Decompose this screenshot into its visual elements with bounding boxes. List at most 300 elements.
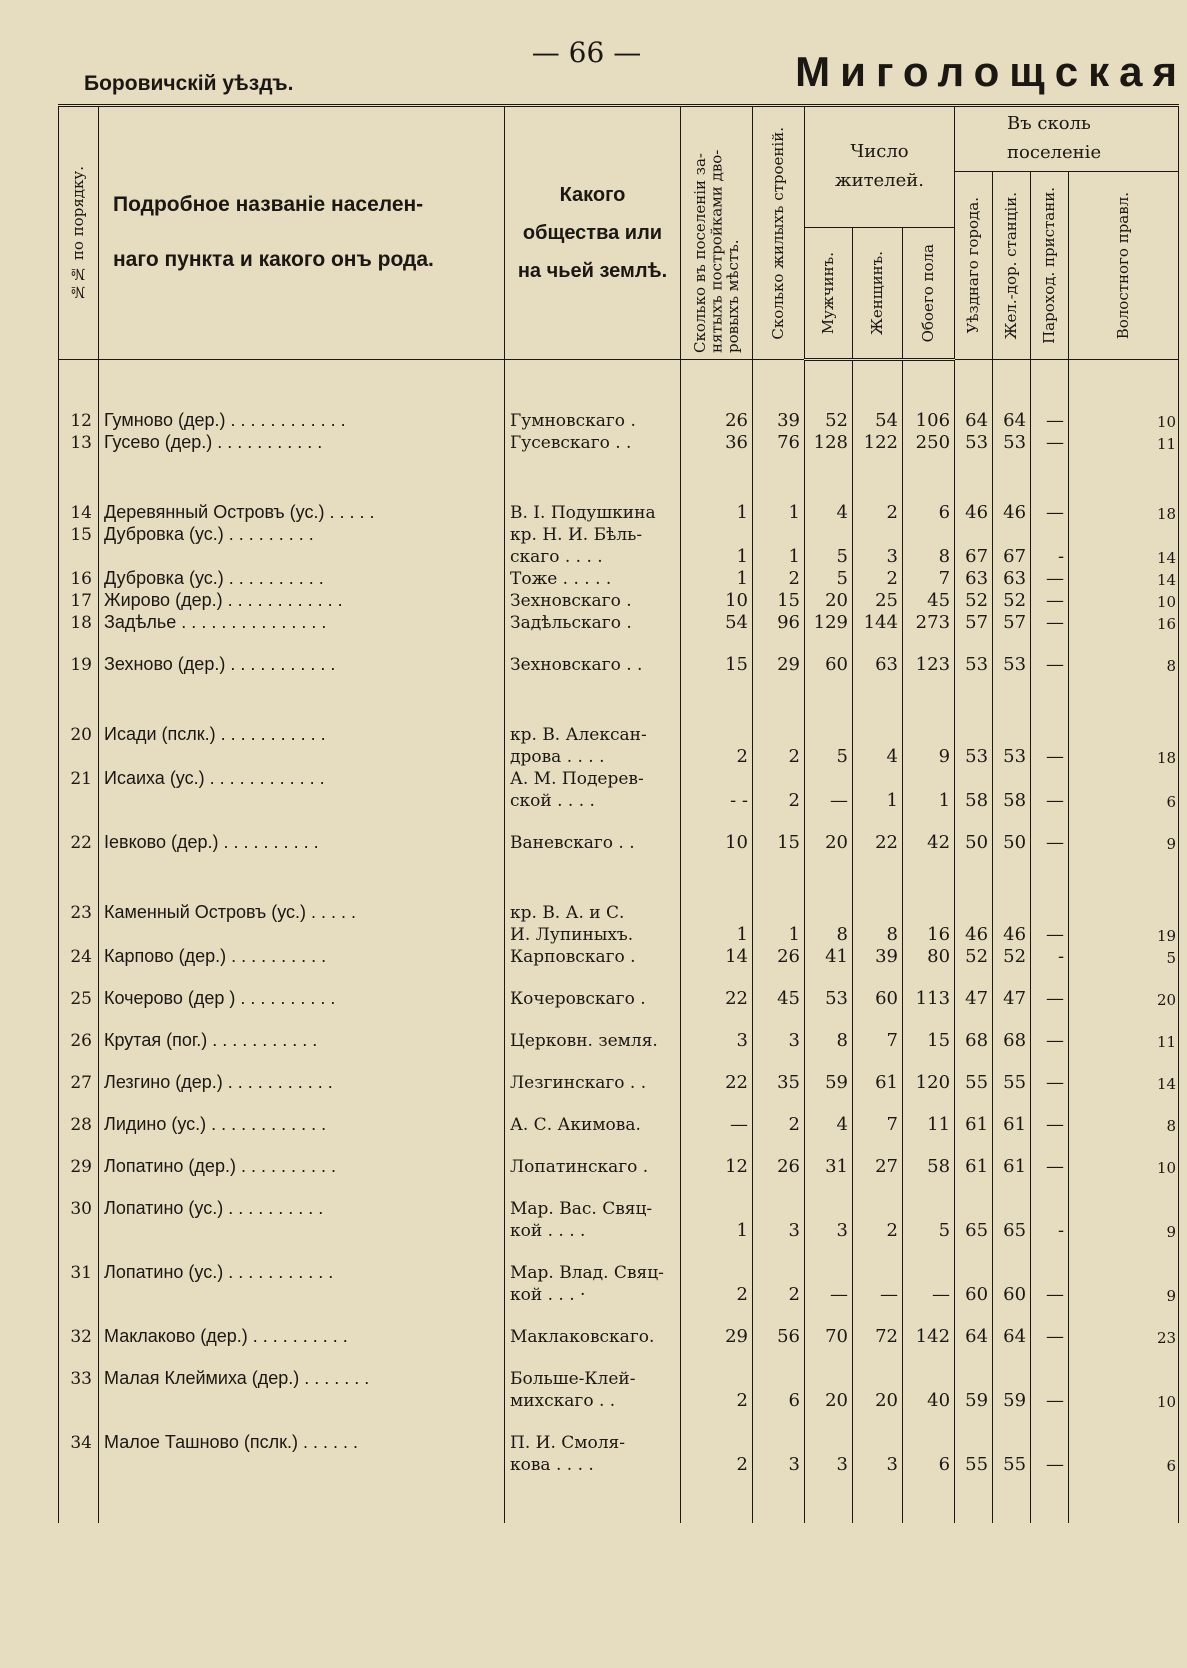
cell-name: Каменный Островъ (ус.) . . . . . [99, 901, 505, 923]
cell-bld [753, 723, 805, 745]
cell-women: 27 [853, 1155, 903, 1177]
cell-pier: — [1031, 789, 1069, 811]
cell-vol: 10 [1069, 1389, 1179, 1411]
cell-men: 20 [805, 589, 853, 611]
spacer-row [59, 1475, 1179, 1523]
cell-rail: 58 [993, 789, 1031, 811]
cell-women [853, 767, 903, 789]
table-row [59, 431, 1179, 453]
cell-vol: 23 [1069, 1325, 1179, 1347]
cell-vol [1069, 767, 1179, 789]
cell-both: 11 [903, 1113, 955, 1135]
cell-both: 273 [903, 611, 955, 633]
table-row [59, 1219, 1179, 1241]
table-row [59, 1113, 1179, 1135]
cell-plots: 1 [681, 923, 753, 945]
page-number: — 66 — [531, 36, 642, 69]
cell-town: 52 [955, 945, 993, 967]
cell-pier: — [1031, 589, 1069, 611]
cell-pier: — [1031, 1113, 1069, 1135]
cell-men [805, 1261, 853, 1283]
cell-pier: — [1031, 567, 1069, 589]
cell-no [59, 789, 99, 811]
cell-men [805, 523, 853, 545]
cell-plots [681, 1197, 753, 1219]
cell-plots: - - [681, 789, 753, 811]
cell-no: 17 [59, 589, 99, 611]
cell-name: Задѣлье . . . . . . . . . . . . . . . [99, 611, 505, 633]
cell-name: Крутая (пог.) . . . . . . . . . . . [99, 1029, 505, 1051]
cell-town: 55 [955, 1071, 993, 1093]
table-row [59, 1029, 1179, 1051]
cell-pier: — [1031, 409, 1069, 431]
spacer-row [59, 453, 1179, 501]
col-both-header: Обоего пола [903, 228, 955, 360]
cell-both [903, 901, 955, 923]
cell-vol [1069, 1431, 1179, 1453]
cell-name: Деревянный Островъ (ус.) . . . . . [99, 501, 505, 523]
cell-no: 20 [59, 723, 99, 745]
spacer-row [59, 853, 1179, 901]
cell-vol: 14 [1069, 567, 1179, 589]
cell-both: 6 [903, 501, 955, 523]
cell-pier: — [1031, 611, 1069, 633]
cell-women: 1 [853, 789, 903, 811]
cell-no: 26 [59, 1029, 99, 1051]
cell-rail: 68 [993, 1029, 1031, 1051]
table-row [59, 901, 1179, 923]
cell-men: 70 [805, 1325, 853, 1347]
cell-men: 59 [805, 1071, 853, 1093]
cell-name [99, 1283, 505, 1305]
spacer-row [59, 967, 1179, 987]
cell-both [903, 767, 955, 789]
cell-plots: 2 [681, 1389, 753, 1411]
district-title: Боровичскій уѣздъ. [84, 72, 294, 95]
table-row [59, 945, 1179, 967]
cell-both: 120 [903, 1071, 955, 1093]
cell-no: 22 [59, 831, 99, 853]
cell-women: 54 [853, 409, 903, 431]
cell-women [853, 723, 903, 745]
cell-rail [993, 767, 1031, 789]
cell-bld: 1 [753, 501, 805, 523]
cell-name: Дубровка (ус.) . . . . . . . . . [99, 523, 505, 545]
cell-plots [681, 1431, 753, 1453]
cell-both: 9 [903, 745, 955, 767]
cell-name: Кочерово (дер ) . . . . . . . . . . [99, 987, 505, 1009]
cell-rail: 67 [993, 545, 1031, 567]
cell-women: 8 [853, 923, 903, 945]
cell-both: 7 [903, 567, 955, 589]
spacer-row [59, 1241, 1179, 1261]
cell-town: 68 [955, 1029, 993, 1051]
cell-name [99, 745, 505, 767]
cell-pier: — [1031, 1155, 1069, 1177]
cell-plots: 1 [681, 1219, 753, 1241]
cell-bld [753, 901, 805, 923]
col-rail-header: Жел.-дор. станціи. [993, 172, 1031, 360]
cell-owner: кой . . . · [505, 1283, 681, 1305]
distance-group-header: Въ сколь поселеніе [955, 106, 1179, 172]
spacer-row [59, 633, 1179, 653]
cell-plots [681, 523, 753, 545]
cell-plots [681, 901, 753, 923]
cell-owner: Карповскаго . [505, 945, 681, 967]
cell-town: 58 [955, 789, 993, 811]
cell-women [853, 1431, 903, 1453]
col-volost-header: Волостного правл. [1069, 172, 1179, 360]
cell-pier: — [1031, 923, 1069, 945]
cell-bld: 29 [753, 653, 805, 675]
cell-bld: 3 [753, 1219, 805, 1241]
cell-rail: 64 [993, 409, 1031, 431]
cell-plots: 22 [681, 1071, 753, 1093]
col-town-header: Уѣзднаго города. [955, 172, 993, 360]
cell-plots: 12 [681, 1155, 753, 1177]
cell-no: 12 [59, 409, 99, 431]
table-row [59, 987, 1179, 1009]
cell-plots: 10 [681, 831, 753, 853]
cell-town: 67 [955, 545, 993, 567]
cell-both: 123 [903, 653, 955, 675]
cell-rail: 47 [993, 987, 1031, 1009]
cell-pier: — [1031, 831, 1069, 853]
cell-men [805, 1431, 853, 1453]
cell-name: Лопатино (дер.) . . . . . . . . . . [99, 1155, 505, 1177]
table-row [59, 589, 1179, 611]
cell-name: Лопатино (ус.) . . . . . . . . . . [99, 1197, 505, 1219]
cell-plots: 54 [681, 611, 753, 633]
cell-owner: Маклаковскаго. [505, 1325, 681, 1347]
table-row [59, 789, 1179, 811]
cell-pier [1031, 1197, 1069, 1219]
cell-vol [1069, 1197, 1179, 1219]
cell-no [59, 1219, 99, 1241]
cell-pier: — [1031, 1071, 1069, 1093]
cell-men: 3 [805, 1219, 853, 1241]
cell-vol: 18 [1069, 745, 1179, 767]
col-men-header: Мужчинъ. [805, 228, 853, 360]
cell-women: 2 [853, 501, 903, 523]
cell-town: 53 [955, 653, 993, 675]
cell-pier: — [1031, 1453, 1069, 1475]
cell-both: 1 [903, 789, 955, 811]
cell-bld: 35 [753, 1071, 805, 1093]
cell-both: 250 [903, 431, 955, 453]
cell-rail: 60 [993, 1283, 1031, 1305]
cell-plots [681, 723, 753, 745]
cell-no: 32 [59, 1325, 99, 1347]
cell-women: — [853, 1283, 903, 1305]
cell-both [903, 523, 955, 545]
cell-bld: 15 [753, 589, 805, 611]
cell-women [853, 901, 903, 923]
table-row [59, 1389, 1179, 1411]
table-row [59, 831, 1179, 853]
cell-owner: В. І. Подушкина [505, 501, 681, 523]
cell-vol: 8 [1069, 1113, 1179, 1135]
table-row [59, 1071, 1179, 1093]
cell-both [903, 1367, 955, 1389]
cell-rail: 46 [993, 501, 1031, 523]
spacer-row [59, 811, 1179, 831]
cell-men: 5 [805, 745, 853, 767]
cell-women: 144 [853, 611, 903, 633]
cell-men [805, 723, 853, 745]
cell-plots: 36 [681, 431, 753, 453]
cell-no: 13 [59, 431, 99, 453]
cell-name: Исади (пслк.) . . . . . . . . . . . [99, 723, 505, 745]
cell-no: 24 [59, 945, 99, 967]
cell-plots: 1 [681, 501, 753, 523]
cell-pier: - [1031, 945, 1069, 967]
spacer-row [59, 1093, 1179, 1113]
cell-rail [993, 1197, 1031, 1219]
cell-town [955, 901, 993, 923]
cell-bld: 45 [753, 987, 805, 1009]
cell-men: — [805, 1283, 853, 1305]
cell-owner: кр. Н. И. Бѣль- [505, 523, 681, 545]
cell-town: 47 [955, 987, 993, 1009]
cell-plots: — [681, 1113, 753, 1135]
cell-name: Исаиха (ус.) . . . . . . . . . . . . [99, 767, 505, 789]
table-row [59, 653, 1179, 675]
cell-both: 16 [903, 923, 955, 945]
cell-owner: А. М. Подерев- [505, 767, 681, 789]
cell-vol: 6 [1069, 789, 1179, 811]
cell-town: 57 [955, 611, 993, 633]
cell-vol: 9 [1069, 1219, 1179, 1241]
cell-no [59, 1283, 99, 1305]
cell-plots: 2 [681, 745, 753, 767]
table-row [59, 745, 1179, 767]
cell-vol: 8 [1069, 653, 1179, 675]
cell-bld [753, 1431, 805, 1453]
cell-no: 33 [59, 1367, 99, 1389]
cell-town [955, 523, 993, 545]
cell-name [99, 545, 505, 567]
cell-vol: 5 [1069, 945, 1179, 967]
cell-plots [681, 1261, 753, 1283]
table-row [59, 723, 1179, 745]
table-row [59, 1283, 1179, 1305]
cell-both: 106 [903, 409, 955, 431]
cell-vol: 19 [1069, 923, 1179, 945]
cell-owner: Лезгинскаго . . [505, 1071, 681, 1093]
cell-men: 4 [805, 1113, 853, 1135]
cell-both: 58 [903, 1155, 955, 1177]
cell-men: 52 [805, 409, 853, 431]
cell-owner: кой . . . . [505, 1219, 681, 1241]
cell-no: 18 [59, 611, 99, 633]
table-row [59, 1261, 1179, 1283]
cell-women: 25 [853, 589, 903, 611]
cell-no: 30 [59, 1197, 99, 1219]
cell-town [955, 1261, 993, 1283]
cell-rail: 52 [993, 945, 1031, 967]
cell-plots: 10 [681, 589, 753, 611]
table-row [59, 1155, 1179, 1177]
table-row [59, 567, 1179, 589]
cell-both [903, 1197, 955, 1219]
cell-no [59, 923, 99, 945]
cell-no: 16 [59, 567, 99, 589]
cell-town: 55 [955, 1453, 993, 1475]
cell-pier [1031, 1367, 1069, 1389]
table-row [59, 523, 1179, 545]
cell-vol: 14 [1069, 1071, 1179, 1093]
cell-town: 61 [955, 1155, 993, 1177]
cell-owner: Церковн. земля. [505, 1029, 681, 1051]
cell-pier: — [1031, 745, 1069, 767]
cell-pier: — [1031, 1325, 1069, 1347]
cell-vol: 10 [1069, 409, 1179, 431]
cell-bld: 26 [753, 945, 805, 967]
cell-name: Дубровка (ус.) . . . . . . . . . . [99, 567, 505, 589]
cell-bld: 6 [753, 1389, 805, 1411]
cell-name: Лопатино (ус.) . . . . . . . . . . . [99, 1261, 505, 1283]
cell-owner: скаго . . . . [505, 545, 681, 567]
cell-both: 42 [903, 831, 955, 853]
cell-bld [753, 1367, 805, 1389]
cell-owner: кр. В. Алексан- [505, 723, 681, 745]
cell-bld: 39 [753, 409, 805, 431]
cell-pier [1031, 523, 1069, 545]
cell-bld: 3 [753, 1029, 805, 1051]
cell-vol: 18 [1069, 501, 1179, 523]
cell-women [853, 1197, 903, 1219]
cell-women [853, 1367, 903, 1389]
cell-name [99, 1389, 505, 1411]
cell-rail: 53 [993, 431, 1031, 453]
cell-no: 28 [59, 1113, 99, 1135]
cell-town [955, 1431, 993, 1453]
cell-owner: Зехновскаго . [505, 589, 681, 611]
cell-name: Лидино (ус.) . . . . . . . . . . . . [99, 1113, 505, 1135]
cell-pier: — [1031, 653, 1069, 675]
cell-owner: Тоже . . . . . [505, 567, 681, 589]
cell-owner: кр. В. А. и С. [505, 901, 681, 923]
table-row [59, 1367, 1179, 1389]
cell-pier [1031, 723, 1069, 745]
cell-plots: 15 [681, 653, 753, 675]
cell-name: Малое Ташново (пслк.) . . . . . . [99, 1431, 505, 1453]
cell-rail: 57 [993, 611, 1031, 633]
cell-women: 7 [853, 1029, 903, 1051]
cell-both: 6 [903, 1453, 955, 1475]
cell-plots: 2 [681, 1453, 753, 1475]
cell-owner: Задѣльскаго . [505, 611, 681, 633]
table-row [59, 1431, 1179, 1453]
cell-both: 113 [903, 987, 955, 1009]
table-row [59, 611, 1179, 633]
cell-town: 53 [955, 431, 993, 453]
spacer-row [59, 1051, 1179, 1071]
cell-women: 7 [853, 1113, 903, 1135]
cell-both [903, 723, 955, 745]
settlements-table [58, 104, 1179, 1523]
cell-bld: 2 [753, 567, 805, 589]
table-row [59, 1453, 1179, 1475]
cell-vol: 11 [1069, 431, 1179, 453]
cell-women: 63 [853, 653, 903, 675]
spacer-row [59, 675, 1179, 723]
cell-rail [993, 523, 1031, 545]
cell-owner: кова . . . . [505, 1453, 681, 1475]
cell-name [99, 923, 505, 945]
cell-bld: 1 [753, 923, 805, 945]
cell-town: 64 [955, 1325, 993, 1347]
cell-both: 142 [903, 1325, 955, 1347]
cell-plots: 26 [681, 409, 753, 431]
cell-owner: михскаго . . [505, 1389, 681, 1411]
cell-women: 2 [853, 1219, 903, 1241]
table-row [59, 923, 1179, 945]
cell-rail [993, 723, 1031, 745]
cell-women: 61 [853, 1071, 903, 1093]
cell-town [955, 1367, 993, 1389]
cell-owner: дрова . . . . [505, 745, 681, 767]
cell-men: 41 [805, 945, 853, 967]
cell-men: 3 [805, 1453, 853, 1475]
cell-men: 5 [805, 567, 853, 589]
cell-rail [993, 1431, 1031, 1453]
cell-name: Гусево (дер.) . . . . . . . . . . . [99, 431, 505, 453]
cell-rail: 63 [993, 567, 1031, 589]
cell-owner: П. И. Смоля- [505, 1431, 681, 1453]
cell-no: 29 [59, 1155, 99, 1177]
cell-owner: Большe-Клей- [505, 1367, 681, 1389]
cell-name: Гумново (дер.) . . . . . . . . . . . . [99, 409, 505, 431]
cell-women: 22 [853, 831, 903, 853]
cell-rail: 55 [993, 1071, 1031, 1093]
cell-plots: 14 [681, 945, 753, 967]
cell-no: 25 [59, 987, 99, 1009]
cell-vol: 6 [1069, 1453, 1179, 1475]
cell-no: 15 [59, 523, 99, 545]
volost-title: Миголощская [795, 48, 1187, 95]
cell-pier: — [1031, 501, 1069, 523]
cell-name: Карпово (дер.) . . . . . . . . . . [99, 945, 505, 967]
cell-bld: 2 [753, 789, 805, 811]
cell-bld [753, 767, 805, 789]
cell-bld: 96 [753, 611, 805, 633]
cell-vol: 16 [1069, 611, 1179, 633]
cell-no: 14 [59, 501, 99, 523]
cell-no: 23 [59, 901, 99, 923]
cell-owner: Кочеровскаго . [505, 987, 681, 1009]
cell-women: 20 [853, 1389, 903, 1411]
cell-no [59, 1453, 99, 1475]
cell-both: 5 [903, 1219, 955, 1241]
cell-town: 52 [955, 589, 993, 611]
cell-plots: 29 [681, 1325, 753, 1347]
cell-men: 129 [805, 611, 853, 633]
cell-men: — [805, 789, 853, 811]
cell-pier [1031, 901, 1069, 923]
cell-name [99, 1453, 505, 1475]
cell-bld: 2 [753, 1113, 805, 1135]
cell-both: 80 [903, 945, 955, 967]
cell-pier: - [1031, 1219, 1069, 1241]
cell-men: 20 [805, 831, 853, 853]
table-row [59, 545, 1179, 567]
cell-women: 4 [853, 745, 903, 767]
cell-vol [1069, 901, 1179, 923]
cell-name: Малая Клеймиха (дер.) . . . . . . . [99, 1367, 505, 1389]
cell-rail: 53 [993, 653, 1031, 675]
